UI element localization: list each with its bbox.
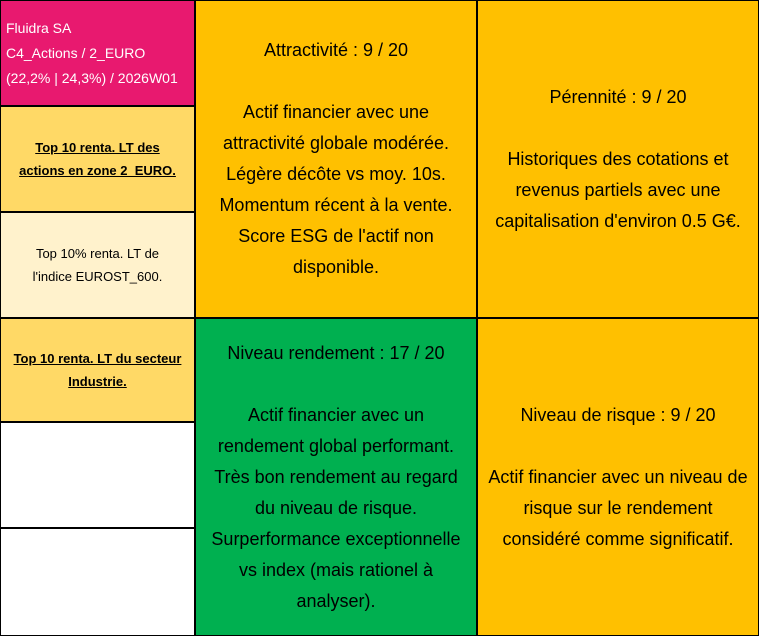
asset-header xyxy=(0,0,195,106)
empty-cell-2 xyxy=(0,528,195,636)
perennite-line-2: revenus partiels avec une xyxy=(515,179,721,200)
rendement-line-1: Actif financier avec un xyxy=(247,404,425,425)
asset-category: C4_Actions / 2_EURO xyxy=(6,44,146,61)
rank-index-line-2: l'indice EUROST_600. xyxy=(32,269,163,284)
perennite-line-1: Historiques des cotations et xyxy=(507,148,729,169)
rank-zone-line-2: actions en zone 2_EURO. xyxy=(19,163,176,178)
asset-performance-period: (22,2% | 24,3%) / 2026W01 xyxy=(6,69,178,86)
risque-line-2: risque sur le rendement xyxy=(523,497,713,518)
risque-line-3: considéré comme significatif. xyxy=(502,528,734,549)
rendement-panel xyxy=(195,318,477,636)
rendement-line-2: rendement global performant. xyxy=(217,435,455,456)
rank-sector-industrie xyxy=(0,318,195,422)
rank-index-line-1: Top 10% renta. LT de xyxy=(35,246,160,261)
risque-title: Niveau de risque : 9 / 20 xyxy=(520,404,716,425)
rendement-line-6: vs index (mais rationel à xyxy=(238,559,434,580)
attractivite-line-1: Actif financier avec une xyxy=(242,102,430,122)
rendement-line-7: analyser). xyxy=(296,590,376,611)
attractivite-line-2: attractivité globale modérée. xyxy=(222,133,450,153)
attractivite-line-4: Momentum récent à la vente. xyxy=(219,195,453,215)
rank-zone-euro xyxy=(0,106,195,212)
attractivite-line-6: disponible. xyxy=(292,257,380,277)
perennite-line-3: capitalisation d'environ 0.5 G€. xyxy=(495,210,741,231)
attractivite-line-3: Légère décôte vs moy. 10s. xyxy=(226,164,446,184)
rank-index-eurostoxx xyxy=(0,212,195,318)
rendement-line-4: du niveau de risque. xyxy=(254,497,418,518)
rank-sector-line-2: Industrie. xyxy=(68,374,127,389)
perennite-panel xyxy=(477,0,759,318)
attractivite-panel xyxy=(195,0,477,318)
risque-line-1: Actif financier avec un niveau de xyxy=(488,466,748,487)
rank-zone-line-1: Top 10 renta. LT des xyxy=(35,140,160,155)
rank-sector-line-1: Top 10 renta. LT du secteur xyxy=(13,351,182,366)
rendement-line-3: Très bon rendement au regard xyxy=(214,466,458,487)
attractivite-line-5: Score ESG de l'actif non xyxy=(238,226,434,246)
empty-cell-1 xyxy=(0,422,195,528)
rendement-title: Niveau rendement : 17 / 20 xyxy=(227,342,445,363)
perennite-title: Pérennité : 9 / 20 xyxy=(549,86,687,107)
rendement-line-5: Surperformance exceptionnelle xyxy=(211,528,461,549)
risque-panel xyxy=(477,318,759,636)
asset-name: Fluidra SA xyxy=(6,19,72,36)
attractivite-title: Attractivité : 9 / 20 xyxy=(263,40,409,60)
